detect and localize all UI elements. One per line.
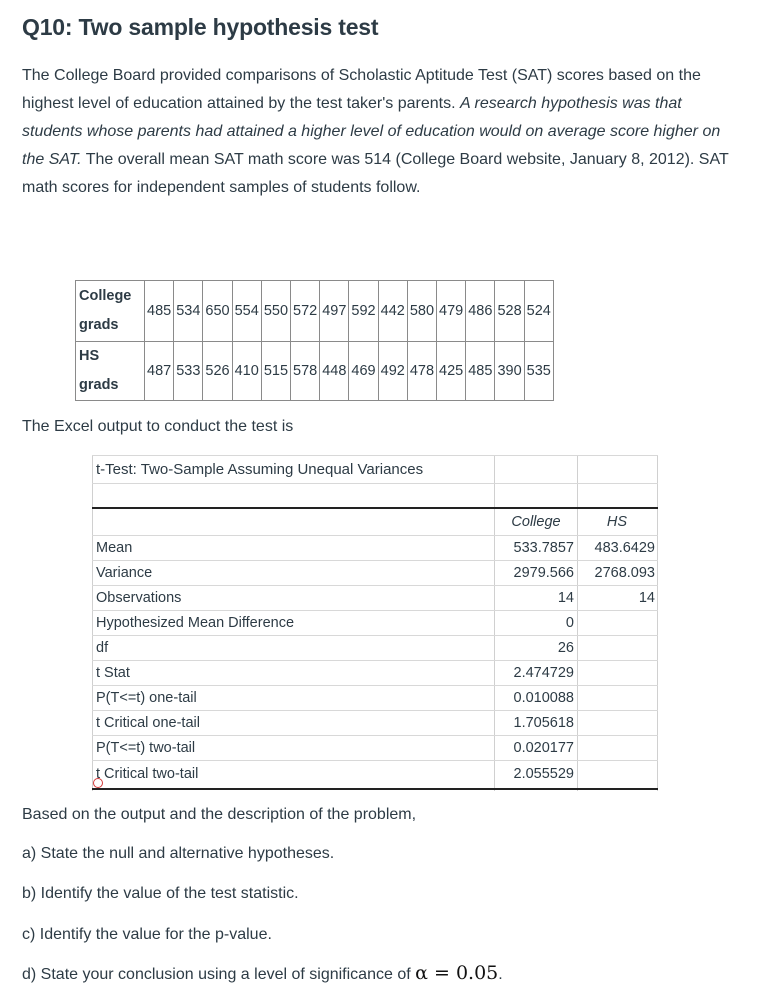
stat-label: t Critical two-tail <box>96 766 199 782</box>
college-value: 14 <box>557 590 574 606</box>
score-cell: 448 <box>320 342 349 401</box>
stat-label: Hypothesized Mean Difference <box>96 615 295 631</box>
row-label-hs: HS grads <box>76 342 145 401</box>
score-cell: 572 <box>291 281 320 342</box>
college-value: 26 <box>557 640 574 656</box>
score-cell: 492 <box>378 342 407 401</box>
stat-label: t Critical one-tail <box>96 715 200 731</box>
question-d-text: d) State your conclusion using a level of significance of <box>22 966 416 983</box>
table-row-hs <box>76 342 554 401</box>
grid-line <box>92 455 93 791</box>
score-cell: 524 <box>524 281 553 342</box>
grid-line <box>92 635 658 636</box>
college-value: 0.010088 <box>513 690 574 706</box>
score-cell: 479 <box>437 281 466 342</box>
score-cell: 580 <box>407 281 436 342</box>
grid-line <box>92 760 658 761</box>
score-cell: 478 <box>407 342 436 401</box>
grid-line <box>92 560 658 561</box>
grid-line <box>577 455 578 791</box>
score-cell: 528 <box>495 281 524 342</box>
excel-intro-text: The Excel output to conduct the test is <box>22 418 294 435</box>
college-value: 1.705618 <box>513 715 574 731</box>
stat-label: Variance <box>96 565 153 581</box>
stat-label: t Stat <box>96 665 130 681</box>
stat-label: P(T<=t) one-tail <box>96 690 197 706</box>
score-cell: 533 <box>174 342 203 401</box>
score-cell: 526 <box>203 342 232 401</box>
research-hypothesis-text: A research hypothesis was that students whose parents had attained a higher level of education would on average score higher on the SAT. <box>22 95 721 168</box>
score-cell: 486 <box>466 281 495 342</box>
score-cell: 442 <box>378 281 407 342</box>
score-cell: 535 <box>524 342 553 401</box>
row-label-college: College grads <box>76 281 145 342</box>
hs-value: 483.6429 <box>594 540 655 556</box>
score-cell: 592 <box>349 281 378 342</box>
grid-line <box>92 610 658 611</box>
score-cell: 469 <box>349 342 378 401</box>
score-cell: 487 <box>145 342 174 401</box>
grid-line <box>92 455 658 456</box>
stat-label: df <box>96 640 109 656</box>
grid-line <box>92 685 658 686</box>
score-cell: 515 <box>261 342 290 401</box>
score-cell: 650 <box>203 281 232 342</box>
college-value: 2.474729 <box>513 665 574 681</box>
grid-line <box>92 710 658 711</box>
questions-lead: Based on the output and the description of the problem, <box>22 806 417 823</box>
intro-text-1: The College Board provided comparisons of Scholastic Aptitude Test (SAT) scores based on the highest level of education attained by the test taker's parents. <box>22 67 701 112</box>
score-cell: 425 <box>437 342 466 401</box>
grid-line <box>92 735 658 736</box>
problem-description <box>22 62 742 202</box>
college-value: 0 <box>565 615 574 631</box>
college-value: 0.020177 <box>513 740 574 756</box>
question-c: c) Identify the value for the p-value. <box>22 926 272 943</box>
stat-label: Mean <box>96 540 133 556</box>
grid-line <box>657 455 658 791</box>
hs-value: 2768.093 <box>594 565 655 581</box>
column-header-hs: HS <box>606 514 628 530</box>
hs-value: 14 <box>638 590 655 606</box>
spellcheck-icon <box>93 778 103 788</box>
score-cell: 534 <box>174 281 203 342</box>
score-cell: 485 <box>145 281 174 342</box>
grid-line <box>92 660 658 661</box>
score-cell: 390 <box>495 342 524 401</box>
sat-scores-table <box>75 280 554 401</box>
excel-output <box>92 455 658 791</box>
question-b: b) Identify the value of the test statistic. <box>22 885 299 902</box>
significance-level: α = 0.05 <box>415 962 499 984</box>
question-d-end: . <box>498 966 503 983</box>
score-cell: 578 <box>291 342 320 401</box>
page-title: Q10: Two sample hypothesis test <box>22 14 379 40</box>
stat-label: Observations <box>96 590 182 606</box>
question-d <box>22 962 503 984</box>
score-cell: 410 <box>232 342 261 401</box>
grid-line <box>92 483 658 484</box>
table-row-college <box>76 281 554 342</box>
stat-label: P(T<=t) two-tail <box>96 740 196 756</box>
excel-title: t-Test: Two-Sample Assuming Unequal Variances <box>96 461 424 478</box>
college-value: 533.7857 <box>513 540 574 556</box>
score-cell: 550 <box>261 281 290 342</box>
grid-line <box>92 535 658 536</box>
score-cell: 485 <box>466 342 495 401</box>
footer-rule <box>92 788 658 790</box>
column-header-college: College <box>511 514 561 530</box>
header-rule <box>92 507 658 509</box>
college-value: 2979.566 <box>513 565 574 581</box>
question-a: a) State the null and alternative hypotheses. <box>22 845 335 862</box>
score-cell: 497 <box>320 281 349 342</box>
grid-line <box>92 585 658 586</box>
college-value: 2.055529 <box>513 766 574 782</box>
score-cell: 554 <box>232 281 261 342</box>
intro-text-3: The overall mean SAT math score was 514 (College Board website, January 8, 2012). SAT math scores for independent samples of students follow. <box>22 151 729 196</box>
